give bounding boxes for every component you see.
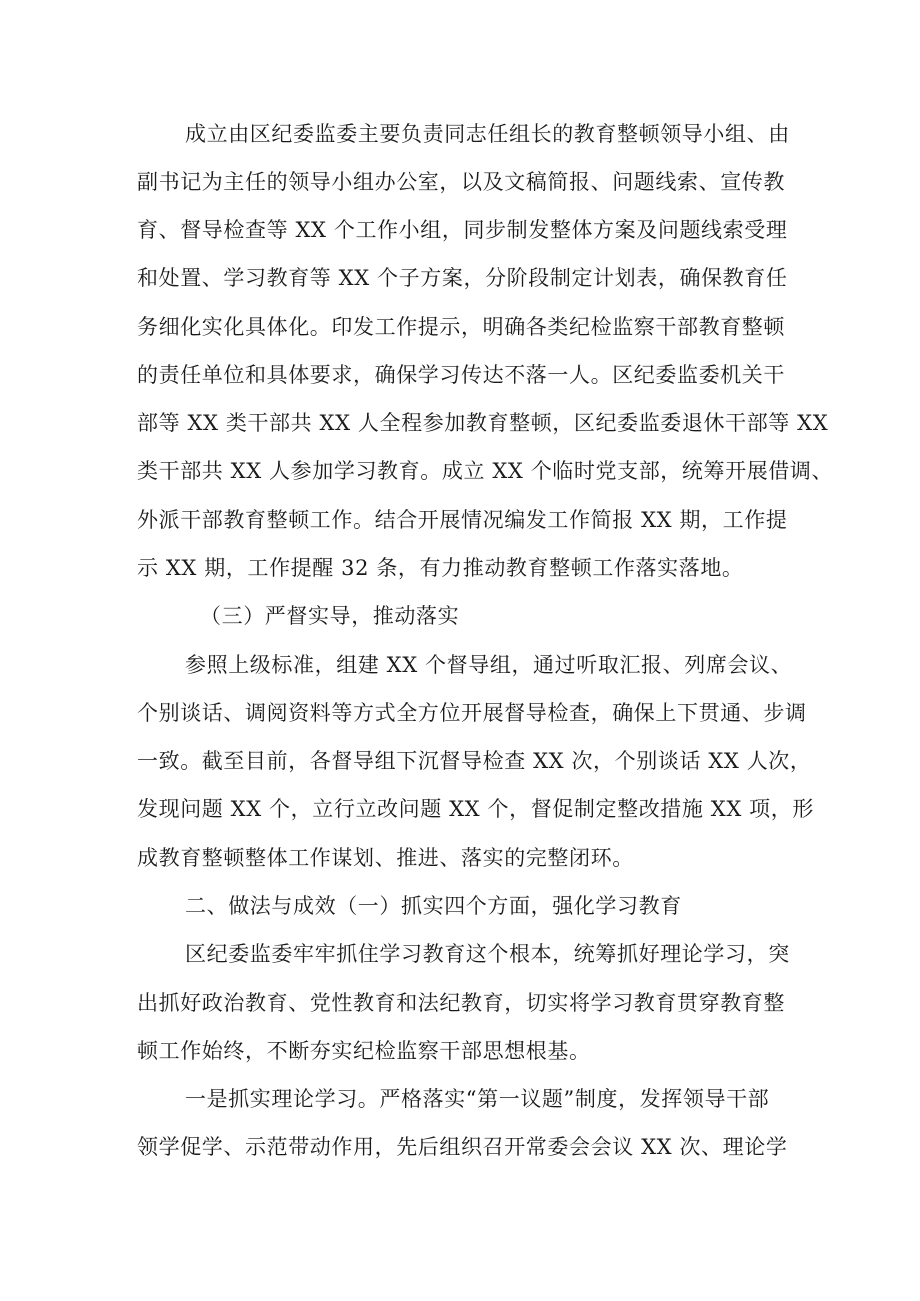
paragraph-line: 区纪委监委牢牢抓住学习教育这个根本，统筹抓好理论学习，突 (185, 942, 790, 966)
section-heading: 二、做法与成效（一）抓实四个方面，强化学习教育 (185, 894, 682, 918)
paragraph-line: 发现问题 XX 个，立行立改问题 XX 个，督促制定整改措施 XX 项，形 (137, 797, 814, 821)
paragraph-line: 和处置、学习教育等 XX 个子方案，分阶段制定计划表，确保教育任 (137, 266, 788, 290)
paragraph-line: 育、督导检查等 XX 个工作小组，同步制发整体方案及问题线索受理 (137, 218, 788, 242)
paragraph-line: 示 XX 期，工作提醒 32 条，有力推动教育整顿工作落实落地。 (137, 556, 744, 580)
paragraph-line: 领学促学、示范带动作用，先后组织召开常委会会议 XX 次、理论学 (137, 1135, 788, 1159)
paragraph-line: 出抓好政治教育、党性教育和法纪教育，切实将学习教育贯穿教育整 (137, 991, 785, 1015)
paragraph-line: 一致。截至目前，各督导组下沉督导检查 XX 次，个别谈话 XX 人次， (137, 749, 812, 773)
paragraph-line: 成立由区纪委监委主要负责同志任组长的教育整顿领导小组、由 (185, 122, 790, 146)
paragraph-line: 外派干部教育整顿工作。结合开展情况编发工作简报 XX 期，工作提 (137, 508, 788, 532)
section-heading: （三）严督实导，推动落实 (200, 604, 460, 628)
paragraph-line: 个别谈话、调阅资料等方式全方位开展督导检查，确保上下贯通、步调 (137, 701, 807, 725)
paragraph-line: 副书记为主任的领导小组办公室，以及文稿简报、问题线索、宣传教 (137, 170, 785, 194)
paragraph-line: 顿工作始终，不断夯实纪检监察干部思想根基。 (137, 1039, 591, 1063)
paragraph-line: 一是抓实理论学习。严格落实“第一议题”制度，发挥领导干部 (185, 1087, 770, 1111)
paragraph-line: 务细化实化具体化。印发工作提示，明确各类纪检监察干部教育整顿 (137, 315, 785, 339)
paragraph-line: 参照上级标准，组建 XX 个督导组，通过听取汇报、列席会议、 (185, 653, 793, 677)
paragraph-line: 成教育整顿整体工作谋划、推进、落实的完整闭环。 (137, 846, 634, 870)
paragraph-line: 部等 XX 类干部共 XX 人全程参加教育整顿，区纪委监委退休干部等 XX (137, 411, 829, 435)
paragraph-line: 类干部共 XX 人参加学习教育。成立 XX 个临时党支部，统筹开展借调、 (137, 459, 834, 483)
paragraph-line: 的责任单位和具体要求，确保学习传达不落一人。区纪委监委机关干 (137, 363, 785, 387)
